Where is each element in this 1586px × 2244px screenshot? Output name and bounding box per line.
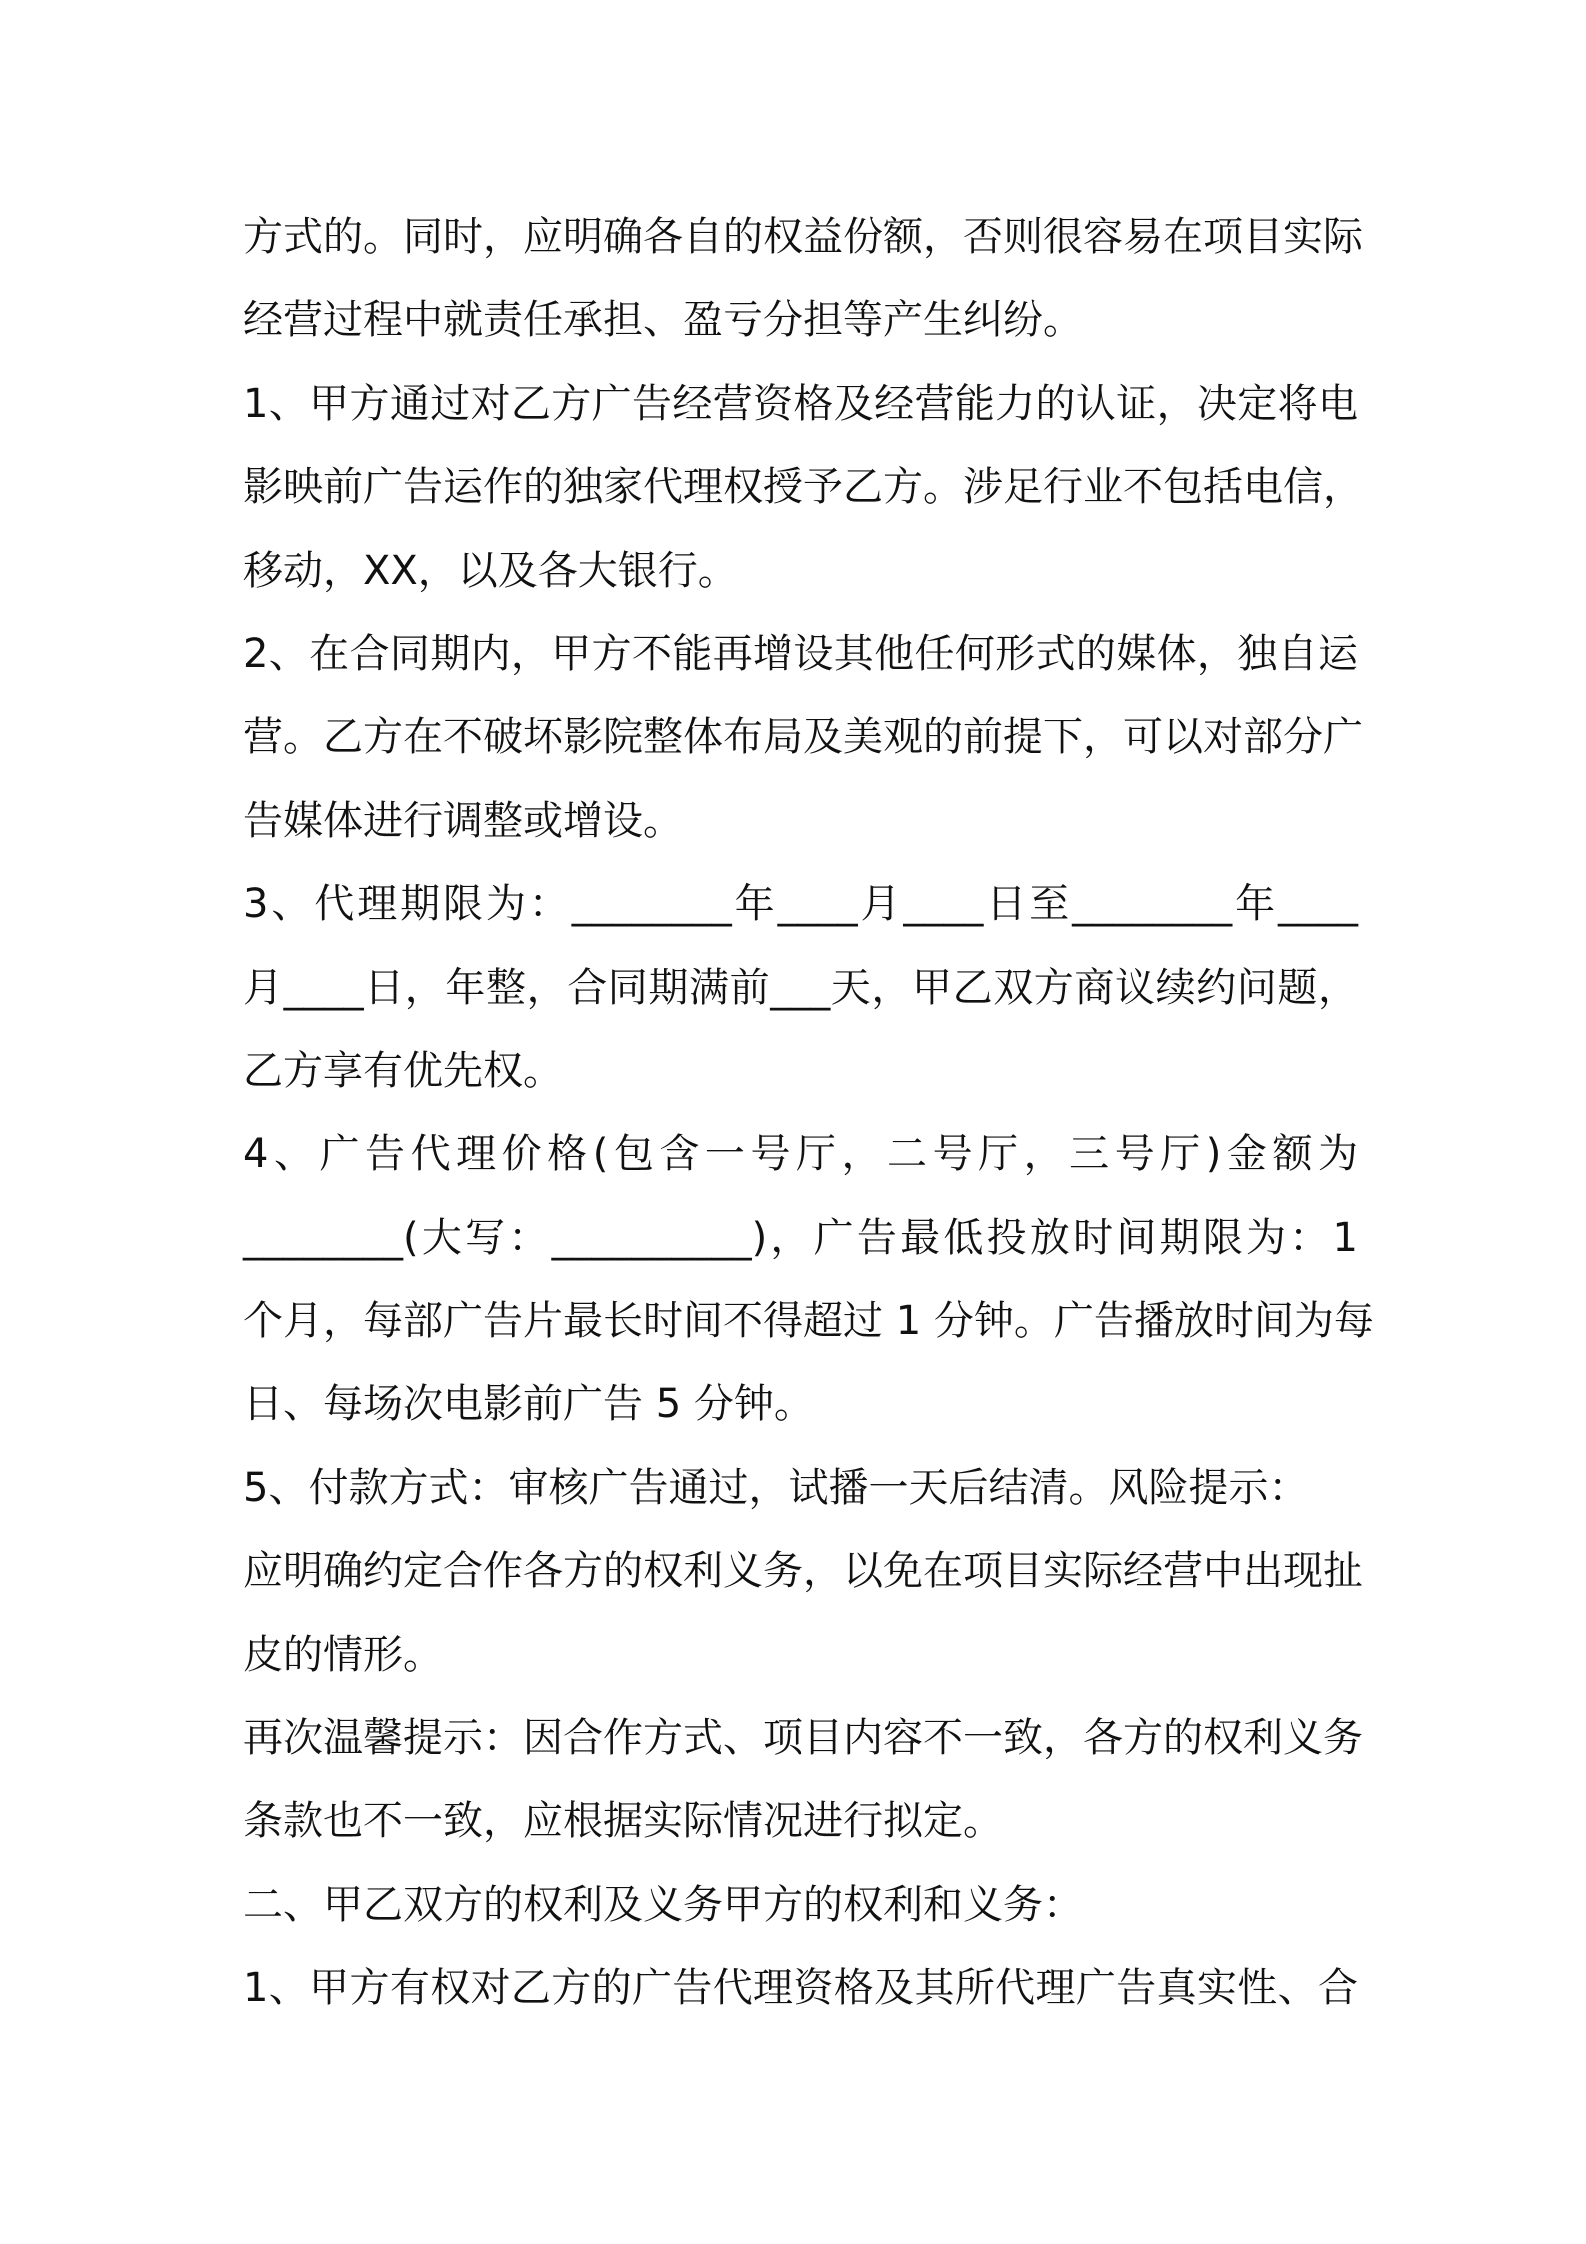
text-line: 方式的。同时，应明确各自的权益份额，否则很容易在项目实际 [243,214,1363,260]
text-line: 3、代理期限为：________年____月____日至________年____ [243,881,1358,928]
text-line: 告媒体进行调整或增设。 [243,797,683,844]
text-line: 4、广告代理价格(包含一号厅，二号厅，三号厅)金额为 [243,1131,1358,1178]
text-line: 5、付款方式：审核广告通过，试播一天后结清。风险提示： [243,1464,1309,1511]
text-line: 1、甲方通过对乙方广告经营资格及经营能力的认证，决定将电 [243,380,1358,427]
text-line: 皮的情形。 [243,1631,443,1678]
text-line: 移动，XX，以及各大银行。 [243,547,738,594]
text-line: 经营过程中就责任承担、盈亏分担等产生纠纷。 [243,297,1083,344]
text-line: 日、每场次电影前广告 5 分钟。 [243,1381,814,1428]
text-line: 乙方享有优先权。 [243,1047,563,1094]
text-line: 2、在合同期内，甲方不能再增设其他任何形式的媒体，独自运 [243,630,1358,677]
text-line: 影映前广告运作的独家代理权授予乙方。涉足行业不包括电信， [243,464,1363,511]
text-line: 再次温馨提示：因合作方式、项目内容不一致，各方的权利义务 [243,1715,1363,1762]
text-line: 1、甲方有权对乙方的广告代理资格及其所代理广告真实性、合 [243,1965,1358,2012]
text-line: 个月，每部广告片最长时间不得超过 1 分钟。广告播放时间为每 [243,1298,1374,1345]
text-line: 应明确约定合作各方的权利义务，以免在项目实际经营中出现扯 [243,1548,1363,1595]
text-line: 条款也不一致，应根据实际情况进行拟定。 [243,1798,1003,1845]
document-body [243,196,1374,2031]
text-line: 二、甲乙双方的权利及义务甲方的权利和义务： [243,1881,1083,1928]
text-line: 月____日，年整，合同期满前___天，甲乙双方商议续约问题， [243,964,1358,1011]
text-line: 营。乙方在不破坏影院整体布局及美观的前提下，可以对部分广 [243,714,1363,761]
text-line: ________(大写：__________)，广告最低投放时间期限为：1 [243,1214,1358,1261]
